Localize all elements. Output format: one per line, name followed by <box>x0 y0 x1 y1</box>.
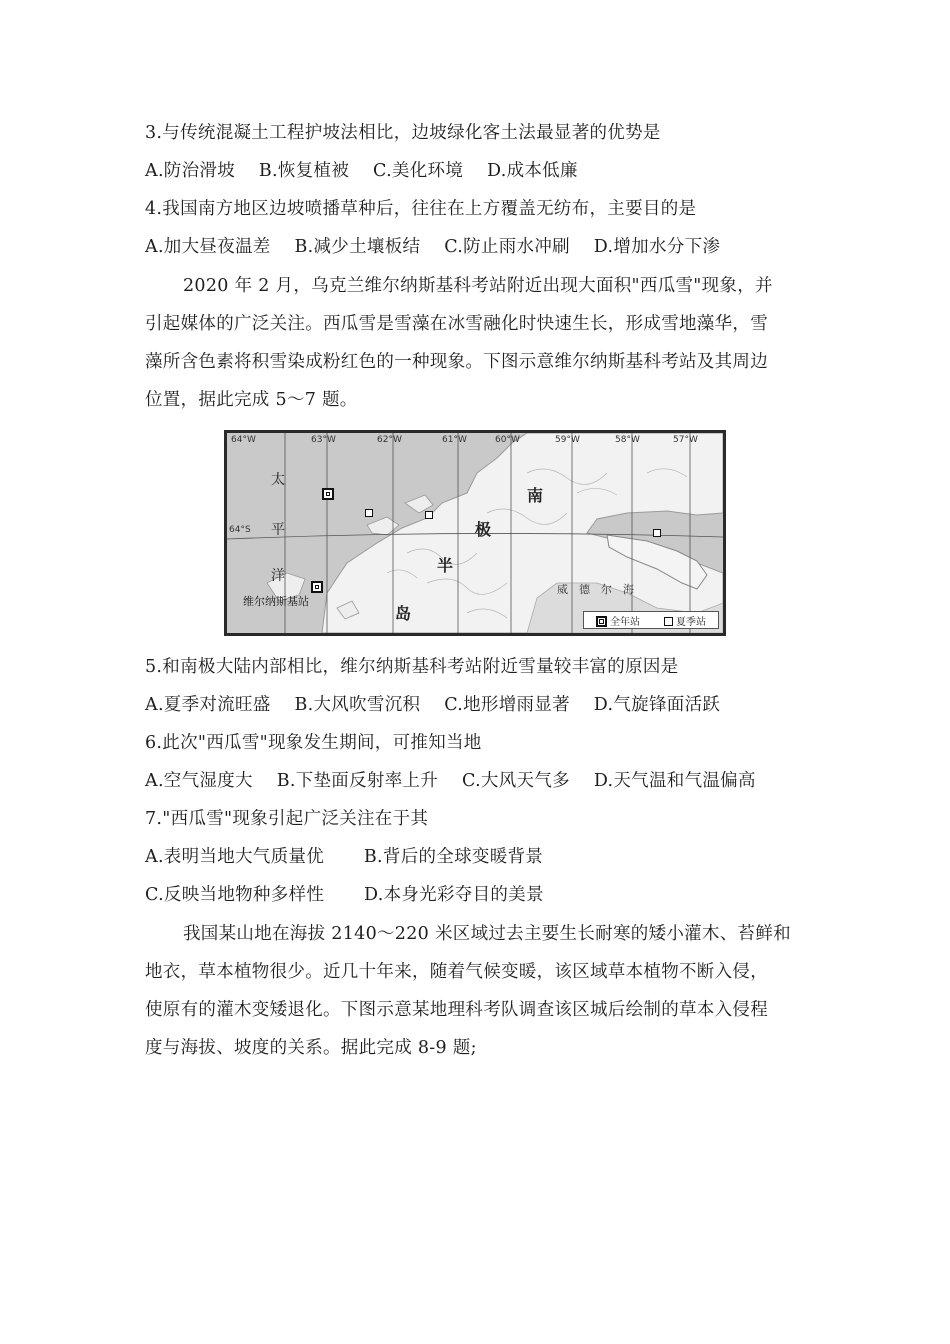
passage-2-line: 我国某山地在海拔 2140～220 米区域过去主要生长耐寒的矮小灌木、苔鲜和 <box>183 924 791 944</box>
option-b: B.减少土壤板结 <box>294 237 421 257</box>
option-d: D.气旋锋面活跃 <box>593 695 721 715</box>
map-legend <box>583 611 719 629</box>
lon-tick: 61°W <box>442 435 467 445</box>
lon-tick: 64°W <box>231 435 256 445</box>
label-weddell-sea: 海 <box>623 583 634 596</box>
option-b: B.大风吹雪沉积 <box>294 695 421 715</box>
label-peninsula: 岛 <box>395 604 412 623</box>
vernadsky-station-label: 维尔纳斯基站 <box>243 595 309 608</box>
option-c: C.反映当地物种多样性 <box>145 885 325 905</box>
passage-1-line: 藻所含色素将积雪染成粉红色的一种现象。下图示意维尔纳斯基科考站及其周边 <box>145 352 768 372</box>
label-pacific: 太 <box>271 472 285 488</box>
label-antarctic: 南 <box>527 486 544 505</box>
passage-1-line: 2020 年 2 月，乌克兰维尔纳斯基科考站附近出现大面积"西瓜雪"现象，并 <box>183 276 773 296</box>
question-5-options <box>145 694 738 716</box>
option-a: A.表明当地大气质量优 <box>145 847 324 867</box>
legend-summer-label: 夏季站 <box>676 616 706 628</box>
option-d: D.天气温和气温偏高 <box>593 771 756 791</box>
question-4-stem: 4.我国南方地区边坡喷播草种后，往往在上方覆盖无纺布，主要目的是 <box>145 199 697 219</box>
question-5-stem: 5.和南极大陆内部相比，维尔纳斯基科考站附近雪量较丰富的原因是 <box>145 657 679 677</box>
lon-tick: 57°W <box>673 435 698 445</box>
label-peninsula: 半 <box>437 556 454 575</box>
summer-station-marker <box>653 529 661 537</box>
question-3-stem: 3.与传统混凝土工程护坡法相比，边坡绿化客土法最显著的优势是 <box>145 123 661 143</box>
option-c: C.地形增雨显著 <box>444 695 570 715</box>
lon-tick: 60°W <box>495 435 520 445</box>
legend-summer <box>664 613 706 628</box>
option-a: A.空气湿度大 <box>145 771 253 791</box>
passage-2-line: 使原有的灌木变矮退化。下图示意某地理科考队调查该区城后绘制的草本入侵程 <box>145 1000 768 1020</box>
lat-tick: 64°S <box>229 525 251 535</box>
passage-2-line: 地衣，草本植物很少。近几十年来，随着气候变暖，该区域草本植物不断入侵， <box>145 962 768 982</box>
option-d: D.增加水分下渗 <box>593 237 721 257</box>
passage-2-line: 度与海拔、坡度的关系。据此完成 8-9 题; <box>145 1038 477 1058</box>
vernadsky-station-marker <box>311 581 323 593</box>
option-a: A.夏季对流旺盛 <box>145 695 271 715</box>
year-round-station-marker <box>322 488 334 500</box>
option-a: A.加大昼夜温差 <box>145 237 271 257</box>
lon-tick: 59°W <box>555 435 580 445</box>
option-b: B.下垫面反射率上升 <box>276 771 439 791</box>
question-6-stem: 6.此次"西瓜雪"现象发生期间，可推知当地 <box>145 733 482 753</box>
label-antarctic: 极 <box>475 520 492 539</box>
option-c: C.大风天气多 <box>462 771 570 791</box>
summer-station-marker <box>365 509 373 517</box>
option-c: C.美化环境 <box>373 161 464 181</box>
option-b: B.恢复植被 <box>258 161 350 181</box>
option-b: B.背后的全球变暖背景 <box>363 847 544 867</box>
option-c: C.防止雨水冲刷 <box>444 237 570 257</box>
question-4-options <box>145 236 738 258</box>
label-weddell-sea: 尔 <box>601 583 612 596</box>
lon-tick: 58°W <box>615 435 640 445</box>
question-7-options-row2 <box>145 884 562 906</box>
option-d: D.成本低廉 <box>487 161 578 181</box>
legend-full-year <box>596 613 640 628</box>
antarctic-peninsula-map <box>224 430 726 636</box>
lon-tick: 62°W <box>377 435 402 445</box>
option-a: A.防治滑坡 <box>145 161 236 181</box>
lon-tick: 63°W <box>311 435 336 445</box>
label-pacific: 洋 <box>271 568 285 584</box>
label-weddell-sea: 威 <box>557 583 568 596</box>
full-year-station-icon <box>596 616 607 627</box>
label-weddell-sea: 德 <box>579 583 590 596</box>
question-7-options-row1 <box>145 846 561 868</box>
label-pacific: 平 <box>271 522 285 538</box>
question-6-options <box>145 770 774 792</box>
option-d: D.本身光彩夺目的美景 <box>364 885 544 905</box>
passage-1-line: 位置，据此完成 5～7 题。 <box>145 390 358 410</box>
passage-1-line: 引起媒体的广泛关注。西瓜雪是雪藻在冰雪融化时快速生长，形成雪地藻华，雪 <box>145 314 768 334</box>
question-7-stem: 7."西瓜雪"现象引起广泛关注在于其 <box>145 809 429 829</box>
summer-station-icon <box>664 617 673 626</box>
legend-full-year-label: 全年站 <box>610 616 640 628</box>
question-3-options <box>145 160 596 182</box>
summer-station-marker <box>425 511 433 519</box>
